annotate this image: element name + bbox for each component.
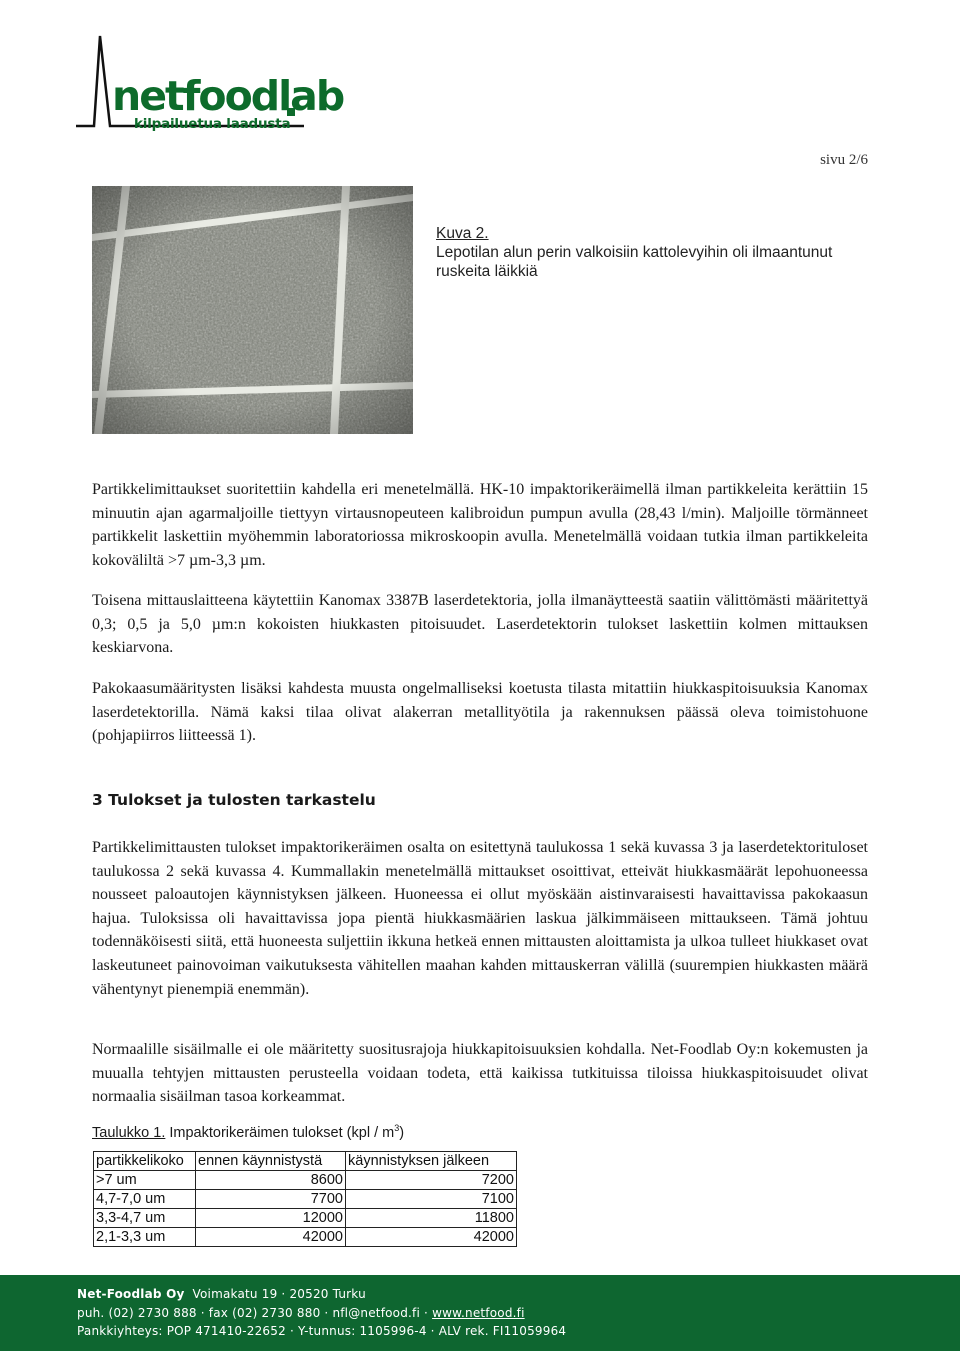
table-row <box>94 1209 517 1228</box>
row-size: 3,3-4,7 um <box>94 1209 196 1228</box>
table-row <box>94 1171 517 1190</box>
paragraph-additional-rooms: Pakokaasumääritysten lisäksi kahdesta muusta ongelmalliseksi koetusta tilasta mitattiin hiukkaspitoisuuksia Kanomax laserdetektorilla. Nämä kaksi tilaa olivat alakerran metallityötila ja rakennuksen päässä oleva toimistohuone (pohjapiirros liitteessä 1). <box>92 680 868 745</box>
page-footer <box>0 1275 960 1351</box>
logo-wordmark: netfoodlab <box>112 72 344 120</box>
figure-caption <box>436 224 876 281</box>
paragraph-conclusion: Normaalille sisäilmalle ei ole määritetty suositusrajoja hiukkapitoisuuksien kohdalla. Net-Foodlab Oy:n kokemusten ja muualla tehtyjen mittausten perusteella voidaan todeta, että kaikissa tutkituissa tiloissa hiukkaspitoisuudet olivat normaalia sisäilman tasoa korkeammat. <box>92 1041 868 1106</box>
logo-tagline: kilpailuetua laadusta <box>134 116 291 132</box>
ceiling-tiles-photo <box>92 186 413 434</box>
row-size: 4,7-7,0 um <box>94 1190 196 1209</box>
figure-label: Kuva 2. <box>436 225 489 242</box>
row-after: 7100 <box>346 1190 517 1209</box>
footer-address-line <box>77 1287 366 1301</box>
row-before: 7700 <box>196 1190 346 1209</box>
table-title: Impaktorikeräimen tulokset (kpl / m <box>169 1124 395 1141</box>
header-particle-size: partikkelikoko <box>94 1152 196 1171</box>
table-header-row <box>94 1152 517 1171</box>
row-after: 42000 <box>346 1228 517 1247</box>
table-caption <box>92 1123 404 1141</box>
section-heading-results: 3 Tulokset ja tulosten tarkastelu <box>92 791 376 809</box>
footer-company: Net-Foodlab Oy <box>77 1287 185 1301</box>
paragraph-laser-detector: Toisena mittauslaitteena käytettiin Kanomax 3387B laserdetektoria, jolla ilmanäytteestä saatiin välittömästi määritettyä 0,3; 0,5 ja 5,0 µm:n kokoisten hiukkasten pitoisuudet. Laserdetektorin tulokset laskettiin kolmen mittauksen keskiarvona. <box>92 592 868 657</box>
table-title-end: ) <box>399 1124 405 1141</box>
impactor-results-table <box>93 1151 517 1247</box>
paragraph-methods: Partikkelimittaukset suoritettiin kahdella eri menetelmällä. HK-10 impaktorikeräimellä ilman partikkeleita kerättiin 15 minuutin ajan agarmaljoille tiettyyn virtausnopeuteen kalibroidun pumpun avulla (28,43 l/min). Maljoille törmänneet partikkelit laskettiin myöhemmin laboratoriossa mikroskoopin avulla. Menetelmällä voidaan tutkia ilman partikkeleita kokoväliltä >7 µm-3,3 µm. <box>92 481 868 569</box>
row-size: >7 um <box>94 1171 196 1190</box>
row-before: 8600 <box>196 1171 346 1190</box>
row-before: 12000 <box>196 1209 346 1228</box>
table-label: Taulukko 1. <box>92 1124 166 1141</box>
netfoodlab-logo <box>74 34 344 134</box>
table-row <box>94 1190 517 1209</box>
header-before-start: ennen käynnistystä <box>196 1152 346 1171</box>
figure-caption-text: Lepotilan alun perin valkoisiin kattolevyihin oli ilmaantunut ruskeita läikkiä <box>436 244 833 280</box>
footer-address: Voimakatu 19 · 20520 Turku <box>192 1287 366 1301</box>
header-after-start: käynnistyksen jälkeen <box>346 1152 517 1171</box>
footer-contact: puh. (02) 2730 888 · fax (02) 2730 880 · nfl@netfood.fi · <box>77 1306 429 1320</box>
row-after: 11800 <box>346 1209 517 1228</box>
row-size: 2,1-3,3 um <box>94 1228 196 1247</box>
table-row <box>94 1228 517 1247</box>
footer-contact-line <box>77 1306 525 1320</box>
table-unit-superscript: 3 <box>394 1123 400 1133</box>
footer-bank-line: Pankkiyhteys: POP 471410-22652 · Y-tunnus: 1105996-4 · ALV rek. FI11059964 <box>77 1324 567 1338</box>
row-after: 7200 <box>346 1171 517 1190</box>
row-before: 42000 <box>196 1228 346 1247</box>
footer-website-link[interactable]: www.netfood.fi <box>432 1306 525 1320</box>
page-number: sivu 2/6 <box>820 152 868 168</box>
paragraph-results: Partikkelimittausten tulokset impaktorikeräimen osalta on esitettynä taulukossa 1 sekä kuvassa 3 ja laserdetektorituloset taulukossa 2 sekä kuvassa 4. Kummallakin menetelmällä mittaukset osoittivat, etteivät hiukkasmäärät lepohuoneessa nousseet paloautojen käynnistyksen jälkeen. Huoneessa ei ollut myöskään aistinvaraisesti havaittavissa pakokaasun hajua. Tuloksissa oli havaittavissa jopa pientä hiukkasmäärien laskua jälkimmäiseen mittaukseen. Tämä johtuu todennäköisesti siitä, että huoneesta suljettiin ikkuna hetkeä ennen mittausten aloittamista ja ulkoa tulleet hiukkaset ovat laskeutuneet painovoiman vaikutuksesta vähitellen maahan kahden mittauskerran välillä (suurempien hiukkasten määrä vähentynyt pienempiä enemmän). <box>92 839 868 998</box>
